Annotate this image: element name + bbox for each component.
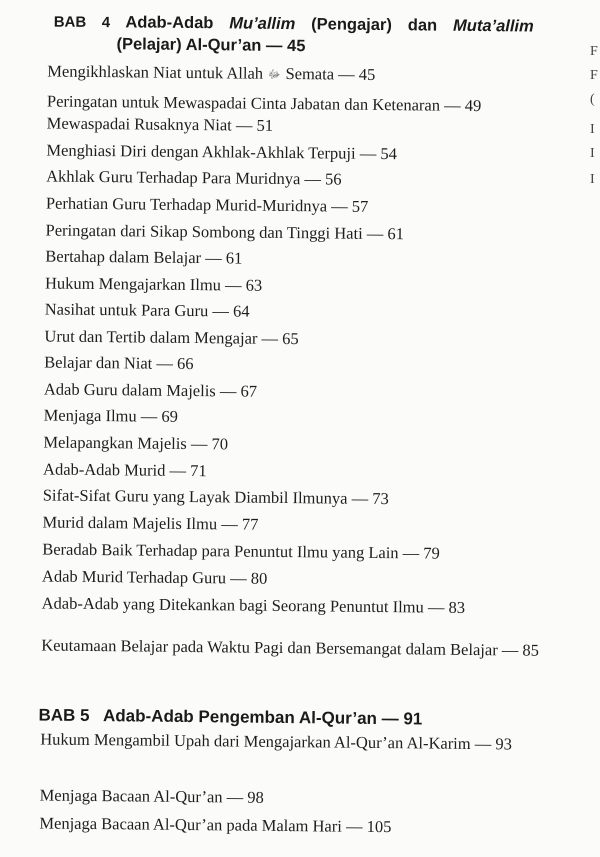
toc-entry[interactable]: Adab-Adab yang Ditekankan bagi Seorang Penuntut Ilmu — 83 — [41, 593, 466, 617]
toc-entry[interactable]: Peringatan dari Sikap Sombong dan Tinggi Hati — 61 — [45, 220, 405, 244]
chapter-4-heading-line-2: (Pelajar) Al-Qur’an — 45 — [116, 35, 306, 56]
toc-entry[interactable]: Melapangkan Majelis — 70 — [43, 432, 229, 454]
adjacent-page-text-fragment: I — [590, 122, 595, 137]
chapter-5-label: BAB 5 — [38, 705, 90, 725]
toc-entry-text: Semata — 45 — [285, 63, 376, 84]
toc-entry[interactable]: Menjaga Bacaan Al-Qur’an pada Malam Hari — 105 — [39, 813, 392, 837]
adjacent-page-text-fragment: I — [590, 172, 595, 187]
adjacent-page-text-fragment: ( — [590, 92, 595, 107]
toc-entry[interactable]: Akhlak Guru Terhadap Para Muridnya — 56 — [46, 166, 342, 189]
adjacent-page-text-fragment: F — [590, 68, 598, 83]
toc-entry[interactable]: Sifat-Sifat Guru yang Layak Diambil Ilmunya — 73 — [42, 485, 389, 509]
toc-entry[interactable]: Adab Guru dalam Majelis — 67 — [43, 379, 258, 401]
toc-entry[interactable]: Murid dalam Majelis Ilmu — 77 — [42, 512, 259, 534]
toc-entry[interactable]: Adab-Adab Murid — 71 — [42, 459, 207, 481]
toc-entry[interactable]: Hukum Mengajarkan Ilmu — 63 — [44, 273, 263, 295]
toc-entry[interactable]: Mewaspadai Rusaknya Niat — 51 — [46, 113, 274, 135]
adjacent-page-text-fragment: I — [590, 146, 595, 161]
toc-entry[interactable]: Menjaga Bacaan Al-Qur’an — 98 — [39, 785, 264, 807]
toc-entry-text: Mengikhlaskan Niat untuk Allah — [47, 61, 264, 83]
chapter-4-title-word-1: Adab-Adab — [125, 13, 214, 33]
toc-entry[interactable]: Nasihat untuk Para Guru — 64 — [44, 299, 250, 321]
chapter-5-title: Adab-Adab Pengemban Al-Qur’an — 91 — [102, 706, 423, 729]
toc-entry[interactable]: Belajar dan Niat — 66 — [44, 352, 194, 374]
chapter-4-title-word-2: Mu’allim — [229, 14, 296, 34]
toc-entry[interactable]: Urut dan Tertib dalam Mengajar — 65 — [44, 326, 299, 349]
chapter-4-label: BAB 4 — [53, 13, 111, 32]
toc-entry[interactable]: Beradab Baik Terhadap para Penuntut Ilmu yang Lain — 79 — [42, 539, 440, 563]
toc-entry[interactable] — [47, 60, 375, 87]
toc-entry[interactable]: Perhatian Guru Terhadap Murid-Muridnya — 57 — [45, 193, 369, 216]
toc-entry[interactable]: Menjaga Ilmu — 69 — [43, 405, 179, 426]
chapter-4-title-word-5: Muta’allim — [452, 16, 534, 36]
toc-entry[interactable]: Menghiasi Diri dengan Akhlak-Akhlak Terpuji — 54 — [46, 140, 397, 164]
honorific-glyph-icon: ﷻ — [268, 68, 281, 82]
toc-entry[interactable]: Peringatan untuk Mewaspadai Cinta Jabatan dan Ketenaran — 49 — [46, 91, 482, 116]
chapter-4-title-word-4: dan — [407, 16, 438, 35]
toc-entry[interactable]: Hukum Mengambil Upah dari Mengajarkan Al-Qur’an Al-Karim — 93 — [40, 729, 513, 754]
adjacent-page-text-fragment: F — [590, 44, 598, 59]
chapter-4-title-word-3: (Pengajar) — [311, 15, 392, 35]
toc-entry[interactable]: Adab Murid Terhadap Guru — 80 — [41, 566, 268, 588]
toc-entry[interactable]: Keutamaan Belajar pada Waktu Pagi dan Bersemangat dalam Belajar — 85 — [41, 635, 540, 660]
toc-entry[interactable]: Bertahap dalam Belajar — 61 — [45, 246, 243, 268]
